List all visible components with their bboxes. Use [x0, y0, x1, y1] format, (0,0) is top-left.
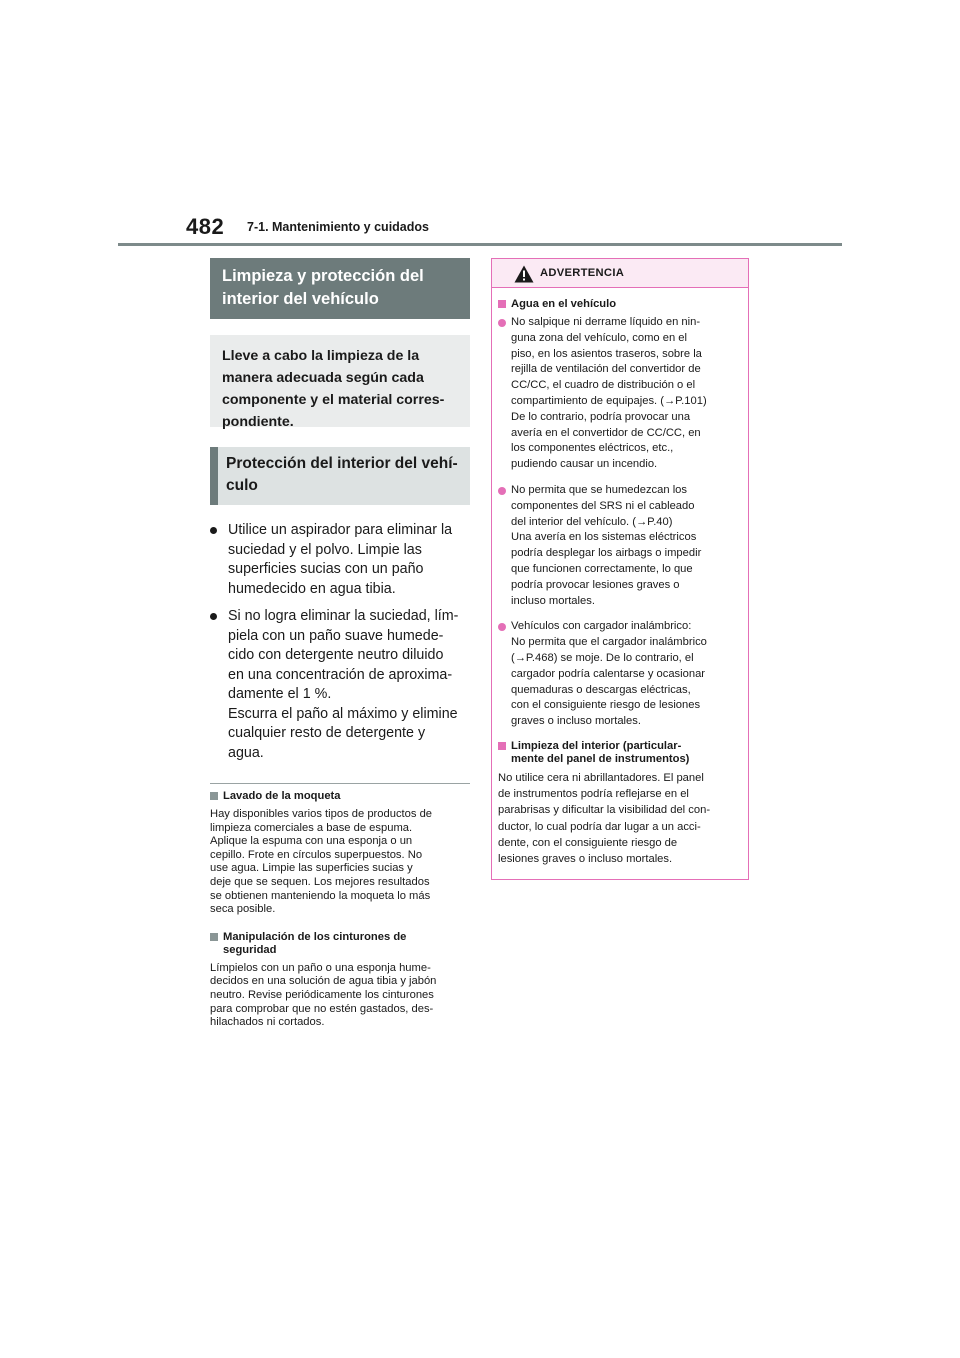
- notes-divider: [210, 783, 470, 784]
- note-line: Límpielos con un paño o una esponja hume-: [210, 961, 431, 974]
- warning-line: componentes del SRS ni el cableado: [511, 499, 695, 512]
- warning-line: quemaduras o descargas eléctricas,: [511, 683, 691, 696]
- note-line: se obtienen manteniendo la moqueta lo más: [210, 889, 431, 902]
- note-heading: [210, 790, 470, 803]
- warning-line: guna zona del vehículo, como en el: [511, 331, 688, 344]
- bullet-item: [210, 607, 470, 763]
- warning-line: CC/CC, el cuadro de distribución o el: [511, 379, 696, 392]
- bullet-line: Si no logra eliminar la suciedad, lím-: [228, 608, 459, 624]
- intro-line: manera adecuada según cada: [222, 370, 424, 386]
- warning-line: incluso mortales.: [511, 594, 595, 607]
- warning-heading-line: Limpieza del interior (particular-: [511, 739, 682, 752]
- warning-item: [498, 315, 742, 473]
- bullet-line: cido con detergente neutro diluido: [228, 647, 444, 663]
- warning-line: (→P.468) se moje. De lo contrario, el: [511, 651, 694, 664]
- warning-line: No salpique ni derrame líquido en nin-: [511, 316, 701, 328]
- note-line: seca posible.: [210, 903, 276, 916]
- note-heading: [210, 931, 470, 957]
- square-bullet-icon: [498, 742, 506, 750]
- note-heading-line: seguridad: [223, 943, 277, 956]
- bullet-line: agua.: [228, 744, 264, 761]
- bullet-line: cualquier resto de detergente y: [228, 725, 426, 741]
- warning-line: del interior del vehículo. (→P.40): [511, 515, 673, 528]
- warning-group-heading: [498, 740, 742, 766]
- bullet-line: en una concentración de aproxima-: [228, 666, 453, 683]
- warning-line: los componentes eléctricos, etc.,: [511, 442, 674, 455]
- warning-line: podría provocar lesiones graves o: [511, 578, 680, 591]
- bullet-line: humedecido en agua tibia.: [228, 580, 396, 597]
- header-rule: [118, 243, 842, 246]
- chapter-title: 7-1. Mantenimiento y cuidados: [247, 220, 429, 234]
- intro-line: pondiente.: [222, 414, 294, 430]
- warning-line: Vehículos con cargador inalámbrico:: [511, 620, 692, 633]
- bullet-dot-icon: [210, 613, 217, 620]
- intro-box: [210, 335, 470, 430]
- circle-bullet-icon: [498, 487, 506, 495]
- warning-body: [498, 770, 742, 867]
- note-line: limpieza comerciales a base de espuma.: [210, 821, 413, 834]
- bullet-list: [210, 521, 470, 763]
- warning-line: ductor, lo cual podría dar lugar a un acci-: [498, 820, 701, 833]
- warning-line: que funcionen correctamente, lo que: [511, 562, 693, 575]
- warning-content: [492, 288, 748, 867]
- bullet-line: suciedad y el polvo. Limpie las: [228, 541, 422, 558]
- warning-line: parabrisas y dificultar la visibilidad del con-: [498, 804, 711, 817]
- bullet-line: piela con un paño suave humede-: [228, 627, 444, 644]
- circle-bullet-icon: [498, 623, 506, 631]
- warning-line: podría desplegar los airbags o impedir: [511, 547, 702, 560]
- warning-heading-line: Agua en el vehículo: [511, 298, 617, 310]
- square-bullet-icon: [210, 792, 218, 800]
- warning-line: No utilice cera ni abrillantadores. El panel: [498, 771, 704, 784]
- note-heading-line: Lavado de la moqueta: [223, 790, 341, 802]
- warning-line: de instrumentos podría reflejarse en el: [498, 788, 689, 801]
- section-title-line: Limpieza y protección del: [222, 267, 424, 285]
- warning-item: [498, 483, 742, 609]
- note-line: use agua. Limpie las superficies sucias y: [210, 862, 413, 875]
- warning-line: rejilla de ventilación del convertidor de: [511, 363, 701, 376]
- subsection-title: [210, 447, 470, 505]
- note-heading-line: Manipulación de los cinturones de: [223, 930, 407, 943]
- subsection-title-line: Protección del interior del vehí-: [226, 455, 458, 472]
- square-bullet-icon: [498, 300, 506, 308]
- warning-line: compartimiento de equipajes. (→P.101): [511, 394, 707, 407]
- warning-line: Una avería en los sistemas eléctricos: [511, 531, 697, 544]
- warning-line: piso, en los asientos traseros, sobre la: [511, 347, 702, 360]
- bullet-item: [210, 521, 470, 599]
- warning-triangle-icon: [514, 265, 534, 283]
- section-title-line: interior del vehículo: [222, 290, 379, 308]
- warning-line: No permita que el cargador inalámbrico: [511, 636, 707, 649]
- warning-line: dente, con el consiguiente riesgo de: [498, 836, 678, 849]
- warning-line: lesiones graves o incluso mortales.: [498, 852, 673, 865]
- warning-line: De lo contrario, podría provocar una: [511, 410, 691, 423]
- note-line: neutro. Revise periódicamente los cinturones: [210, 988, 434, 1001]
- note-line: Hay disponibles varios tipos de productos de: [210, 808, 433, 820]
- note-line: decidos en una solución de agua tibia y jabón: [210, 975, 437, 988]
- intro-line: Lleve a cabo la limpieza de la: [222, 348, 420, 364]
- warning-line: No permita que se humedezcan los: [511, 483, 687, 496]
- note-line: Aplique la espuma con una esponja o un: [210, 835, 413, 848]
- bullet-line: Utilice un aspirador para eliminar la: [228, 522, 453, 538]
- warning-header: [492, 259, 748, 288]
- bullet-line: Escurra el paño al máximo y elimine: [228, 705, 458, 722]
- note-line: para comprobar que no estén gastados, des-: [210, 1002, 434, 1015]
- bullet-dot-icon: [210, 527, 217, 534]
- subsection-title-line: culo: [226, 477, 258, 494]
- warning-box: [491, 258, 749, 880]
- warning-line: pudiendo causar un incendio.: [511, 458, 658, 471]
- warning-item: [498, 619, 742, 730]
- intro-line: componente y el material corres-: [222, 392, 445, 408]
- warning-line: avería en el convertidor de CC/CC, en: [511, 426, 701, 439]
- left-column: [210, 258, 470, 1030]
- note-body: [210, 962, 470, 1030]
- note-line: deje que se sequen. Los mejores resultados: [210, 875, 430, 888]
- warning-heading-line: mente del panel de instrumentos): [511, 752, 690, 765]
- warning-line: graves o incluso mortales.: [511, 715, 641, 728]
- note-body: [210, 808, 470, 917]
- note-line: hilachados ni cortados.: [210, 1016, 325, 1029]
- warning-line: cargador podría calentarse y ocasionar: [511, 667, 706, 680]
- square-bullet-icon: [210, 933, 218, 941]
- circle-bullet-icon: [498, 319, 506, 327]
- page-number: 482: [186, 214, 225, 239]
- warning-title: ADVERTENCIA: [540, 267, 625, 279]
- bullet-line: superficies sucias con un paño: [228, 561, 424, 577]
- section-title: [210, 258, 470, 319]
- warning-line: con el consiguiente riesgo de lesiones: [511, 699, 701, 712]
- bullet-line: damente el 1 %.: [228, 686, 332, 702]
- note-line: cepillo. Frote en círculos superpuestos. No: [210, 848, 423, 861]
- warning-group-heading: [498, 298, 742, 311]
